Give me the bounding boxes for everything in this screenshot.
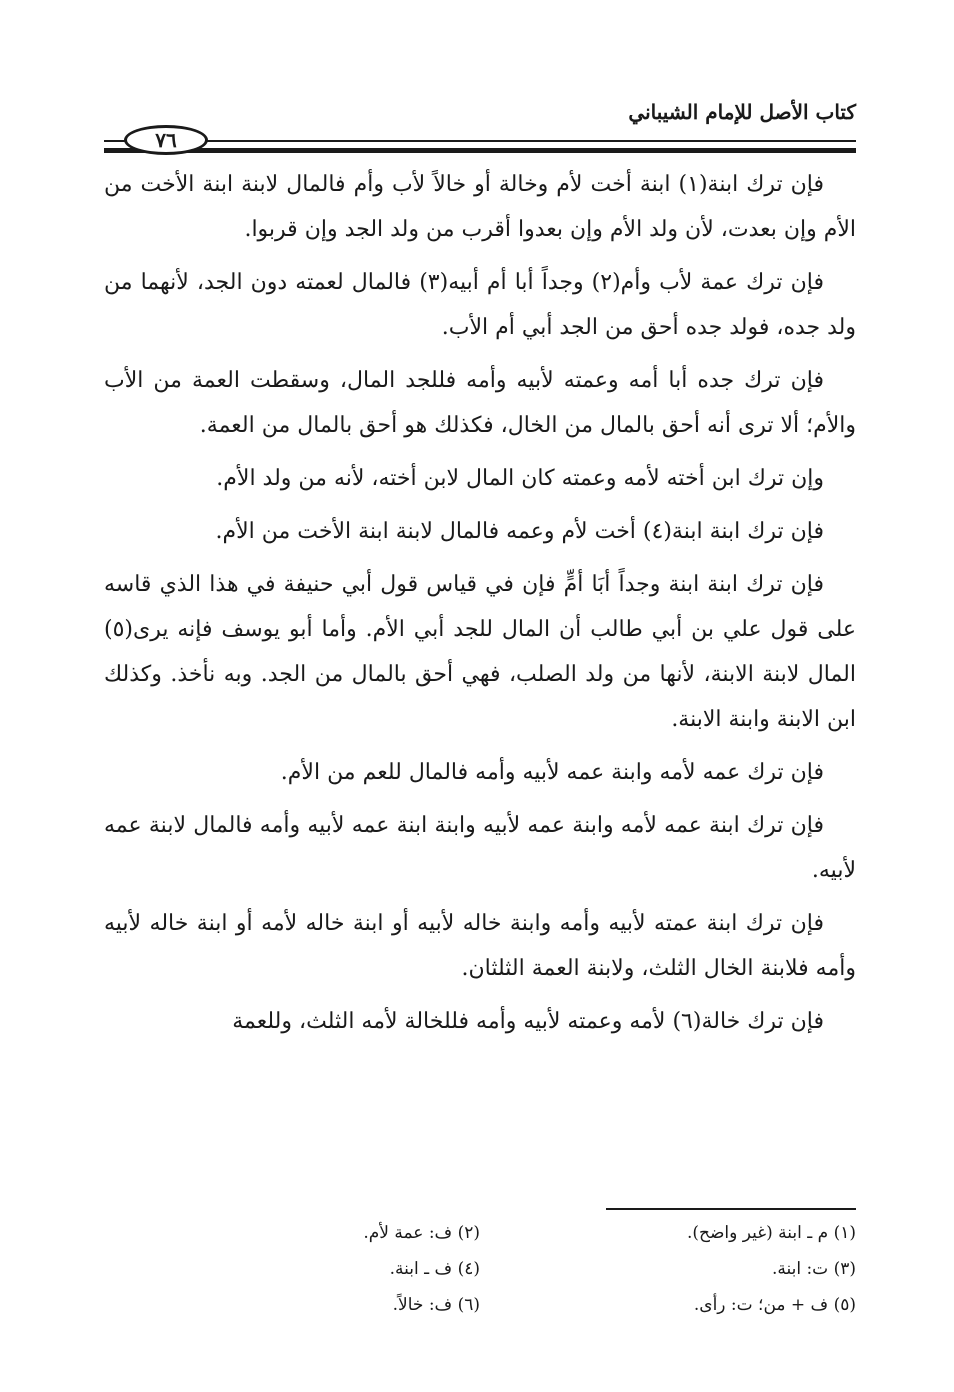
footnote: (٢) ف: عمة لأم. [363,1223,480,1243]
footnote: (١) م ـ ابنة (غير واضح). [686,1223,856,1243]
paragraph: وإن ترك ابن أخته لأمه وعمته كان المال لابن أخته، لأنه من ولد الأم. [216,466,824,491]
footnote: (٦) ف: خالاً. [392,1295,480,1315]
paragraph: فإن ترك ابنة عمته لأبيه وأمه وابنة خاله لأبيه أو ابنة خاله لأمه أو ابنة خاله لأبيه وأمه فلابنة الخال الثلث، ولابنة العمة الثلثان. [104,911,856,981]
paragraph: فإن ترك ابنة ابنة وجداً أبَا أمٍّ فإن في قياس قول أبي حنيفة في هذا الذي قاسه على قول علي بن أبي طالب أن المال للجد أبي الأم. وأما أبو يوسف فإنه يرى(٥) المال لابنة الابنة، لأنها من ولد الصلب، فهي أحق بالمال من الجد. وبه نأخذ. وكذلك ابن الابنة وابنة الابنة. [104,572,856,732]
footnote: (٣) ت: ابنة. [771,1259,856,1279]
paragraph: فإن ترك جده أبا أمه وعمته لأبيه وأمه فللجد المال، وسقطت العمة من الأب والأم؛ ألا ترى أنه أحق بالمال من الخال، فكذلك هو أحق بالمال من العمة. [104,368,856,438]
main-text [104,162,856,1052]
footnotes [104,1218,856,1320]
paragraph: فإن ترك عمه لأمه وابنة عمه لأبيه وأمه فالمال للعم من الأم. [280,760,824,785]
footnote-separator [606,1208,856,1210]
page-header [104,84,856,154]
paragraph: فإن ترك خالة(٦) لأمه وعمته لأبيه وأمه فللخالة لأمه الثلث، وللعمة [232,1009,824,1034]
footnote: (٤) ف ـ ابنة. [389,1259,480,1279]
header-rule-thin [104,140,856,142]
paragraph: فإن ترك ابنة عمه لأمه وابنة عمه لأبيه وابنة ابنة عمه لأبيه وأمه فالمال لابنة عمه لأبيه. [104,813,856,883]
paragraph: فإن ترك ابنة ابنة(٤) أخت لأم وعمه فالمال لابنة ابنة الأخت من الأم. [215,519,824,544]
paragraph: فإن ترك ابنة(١) ابنة أخت لأم وخالة أو خالاً لأب وأم فالمال لابنة ابنة الأخت من الأم وإن بعدت، لأن ولد الأم وإن بعدوا أقرب من ولد الجد وإن قربوا. [104,172,856,242]
paragraph: فإن ترك عمة لأب وأم(٢) وجداً أبا أم أبيه(٣) فالمال لعمته دون الجد، لأنهما من ولد جده، فولد جده أحق من الجد أبي أم الأب. [104,270,856,340]
header-rule-thick [104,148,856,153]
book-title: كتاب الأصل للإمام الشيباني [628,100,856,124]
page-number: ٧٦ [124,125,208,155]
footnote: (٥) ف + من؛ ت: رأى. [693,1295,856,1315]
